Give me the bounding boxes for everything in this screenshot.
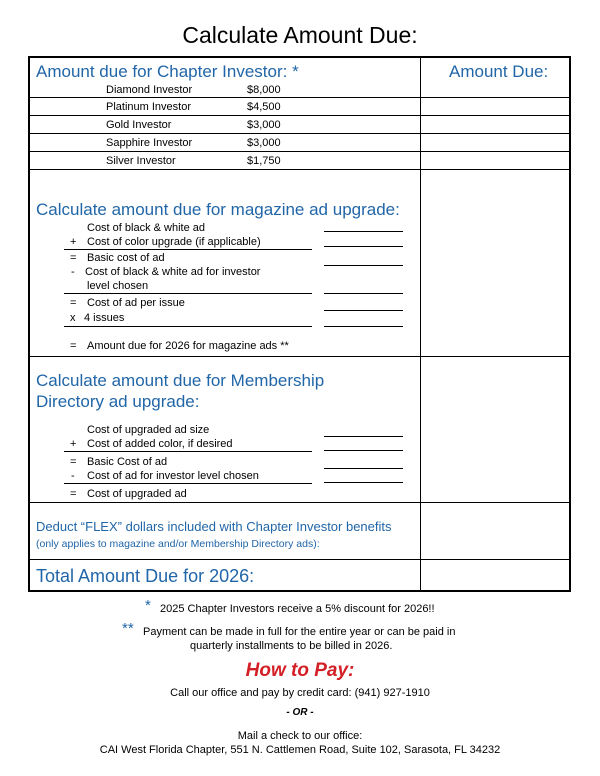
call-office-text: Call our office and pay by credit card: (941) 927-1910 <box>170 687 430 699</box>
magazine-row-op: x <box>70 312 76 324</box>
amount-blank[interactable] <box>324 246 403 247</box>
amount-column-divider <box>420 58 421 591</box>
magazine-row-text: Cost of ad per issue <box>87 297 185 309</box>
directory-row-op: - <box>71 470 75 482</box>
amount-blank[interactable] <box>324 265 403 266</box>
directory-row-text: Cost of added color, if desired <box>87 438 233 450</box>
mail-check-text: Mail a check to our office: <box>237 730 363 742</box>
amount-blank[interactable] <box>324 293 403 294</box>
magazine-row-text: Basic cost of ad <box>87 252 165 264</box>
investor-level-name: Diamond Investor <box>106 84 193 96</box>
or-separator: - OR - <box>286 707 314 718</box>
amount-blank[interactable] <box>324 450 403 451</box>
section-divider <box>30 559 570 560</box>
magazine-row-op: - <box>71 266 75 278</box>
directory-row-text: Cost of upgraded ad size <box>87 424 210 436</box>
amount-blank[interactable] <box>324 436 403 437</box>
directory-row-text: Cost of upgraded ad <box>87 488 187 500</box>
single-asterisk: * <box>145 597 151 614</box>
amount-blank[interactable] <box>324 468 403 469</box>
directory-row-op: = <box>70 456 77 468</box>
discount-note: 2025 Chapter Investors receive a 5% discount for 2026!! <box>160 603 435 615</box>
section-divider <box>30 502 570 503</box>
payment-note-line2: quarterly installments to be billed in 2026. <box>190 640 393 652</box>
sum-line <box>64 326 312 327</box>
amount-blank[interactable] <box>324 326 403 327</box>
directory-row-op: = <box>70 488 77 500</box>
directory-row-text: Basic Cost of ad <box>87 456 168 468</box>
directory-heading-line2: Directory ad upgrade: <box>36 392 200 411</box>
double-asterisk: ** <box>122 620 134 637</box>
sum-line <box>64 483 312 484</box>
magazine-row-text: level chosen <box>87 280 149 292</box>
flex-note: (only applies to magazine and/or Membership Directory ads): <box>36 538 320 550</box>
sum-line <box>64 451 312 452</box>
investor-level-name: Gold Investor <box>106 119 172 131</box>
directory-row-op: + <box>70 438 77 450</box>
row-divider <box>30 133 570 134</box>
magazine-row-op: = <box>70 297 77 309</box>
sum-line <box>64 249 312 250</box>
amount-blank[interactable] <box>324 482 403 483</box>
row-divider <box>30 97 570 98</box>
row-divider <box>30 169 570 170</box>
magazine-row-text: Cost of color upgrade (if applicable) <box>87 236 261 248</box>
investor-level-name: Silver Investor <box>106 155 176 167</box>
investor-level-name: Sapphire Investor <box>106 137 193 149</box>
investor-level-name: Platinum Investor <box>106 101 191 113</box>
amount-due-header: Amount Due: <box>449 62 549 81</box>
investor-level-price: $3,000 <box>247 137 281 149</box>
directory-heading-line1: Calculate amount due for Membership <box>36 371 325 390</box>
investor-level-price: $3,000 <box>247 119 281 131</box>
magazine-row-op: = <box>70 252 77 264</box>
sum-line <box>64 293 312 294</box>
amount-blank[interactable] <box>324 231 403 232</box>
flex-deduct-text: Deduct “FLEX” dollars included with Chapter Investor benefits <box>36 519 392 534</box>
magazine-row-text: Cost of black & white ad <box>87 222 206 234</box>
payment-note-line1: Payment can be made in full for the entire year or can be paid in <box>143 626 456 638</box>
magazine-row-op: + <box>70 236 77 248</box>
how-to-pay-heading: How to Pay: <box>245 660 355 681</box>
magazine-row-text: Cost of black & white ad for investor <box>85 266 261 278</box>
investor-level-price: $1,750 <box>247 155 281 167</box>
row-divider <box>30 115 570 116</box>
section-divider <box>30 356 570 357</box>
magazine-row-text: 4 issues <box>84 312 125 324</box>
total-label: Total Amount Due for 2026: <box>36 566 255 586</box>
investor-level-price: $4,500 <box>247 101 281 113</box>
magazine-heading: Calculate amount due for magazine ad upgrade: <box>36 200 400 219</box>
office-address: CAI West Florida Chapter, 551 N. Cattlemen Road, Suite 102, Sarasota, FL 34232 <box>99 744 501 756</box>
page-title: Calculate Amount Due: <box>182 22 418 48</box>
investor-level-price: $8,000 <box>247 84 281 96</box>
directory-row-text: Cost of ad for investor level chosen <box>87 470 259 482</box>
magazine-row-op: = <box>70 340 77 352</box>
investor-heading: Amount due for Chapter Investor: * <box>36 62 299 81</box>
magazine-row-text: Amount due for 2026 for magazine ads ** <box>87 340 289 352</box>
amount-blank[interactable] <box>324 310 403 311</box>
row-divider <box>30 151 570 152</box>
